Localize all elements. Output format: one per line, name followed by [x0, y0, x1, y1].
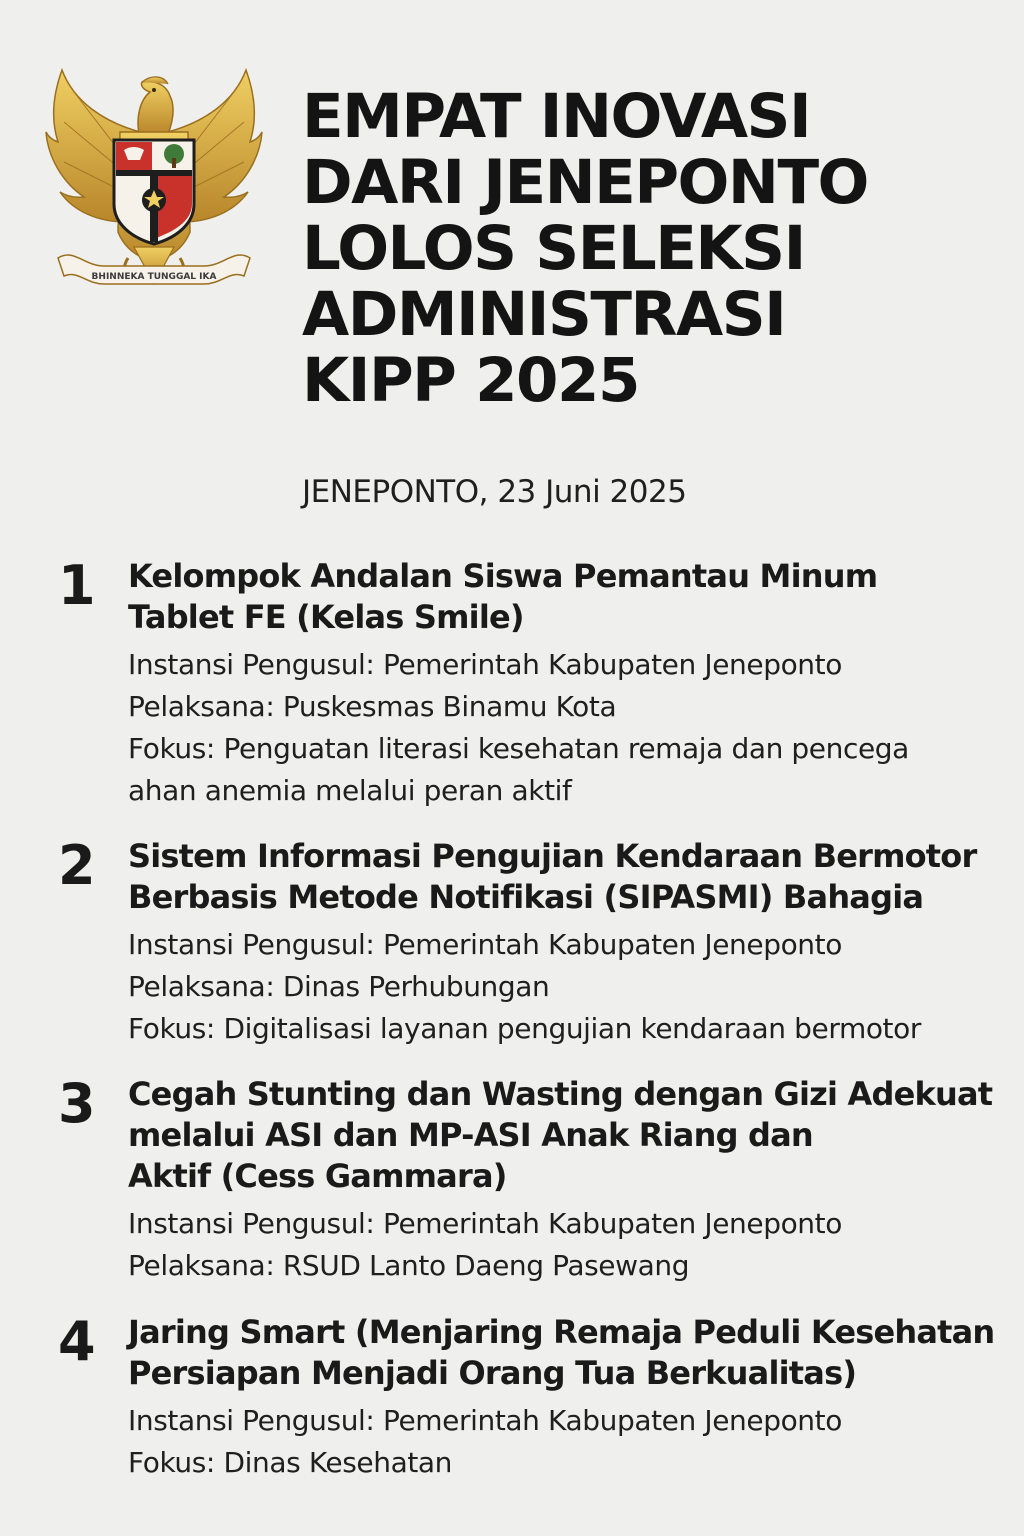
field-label: Fokus: — [128, 1012, 215, 1045]
item-title: Jaring Smart (Menjaring Remaja Peduli Kesehatan Persiapan Menjadi Orang Tua Berkualitas) — [128, 1313, 995, 1392]
item-body — [128, 556, 1008, 812]
field-label: Instansi Pengusul: — [128, 1404, 375, 1437]
field-value: Pemerintah Kabupaten Jeneponto — [382, 1207, 842, 1240]
field-value: Pemerintah Kabupaten Jeneponto — [382, 1404, 842, 1437]
field-label: Fokus: — [128, 1446, 215, 1479]
item-field — [128, 1245, 1008, 1287]
item-field — [128, 1008, 1008, 1050]
item-field — [128, 686, 1008, 728]
field-label: Fokus: — [128, 732, 215, 765]
item-title: Sistem Informasi Pengujian Kendaraan Bermotor Berbasis Metode Notifikasi (SIPASMI) Bahagia — [128, 837, 977, 916]
field-value: RSUD Lanto Daeng Pasewang — [282, 1249, 690, 1282]
garuda-emblem-svg — [44, 62, 264, 294]
item-body — [128, 1074, 1008, 1287]
item-number: 3 — [58, 1072, 96, 1135]
dateline: JENEPONTO, 23 Juni 2025 — [302, 474, 687, 510]
field-label: Instansi Pengusul: — [128, 1207, 375, 1240]
item-body — [128, 1312, 1008, 1484]
item-number: 1 — [58, 554, 96, 617]
field-value: Penguatan literasi kesehatan remaja dan pencega ahan anemia melalui peran aktif — [128, 732, 909, 807]
item-field — [128, 1442, 1008, 1484]
field-value: Dinas Kesehatan — [223, 1446, 453, 1479]
item-field — [128, 644, 1008, 686]
item-field — [128, 924, 1008, 966]
item-body — [128, 836, 1008, 1050]
page-title: EMPAT INOVASI DARI JENEPONTO LOLOS SELEKSI ADMINISTRASI KIPP 2025 — [302, 81, 868, 416]
shield — [114, 140, 194, 244]
field-value: Digitalisasi layanan pengujian kendaraan bermotor — [223, 1012, 921, 1045]
garuda-pancasila-emblem-icon — [44, 62, 264, 294]
field-value: Pemerintah Kabupaten Jeneponto — [382, 928, 842, 961]
item-title: Cegah Stunting dan Wasting dengan Gizi Adekuat melalui ASI dan MP-ASI Anak Riang dan Aktif (Cess Gammara) — [128, 1075, 993, 1195]
item-number: 4 — [58, 1310, 96, 1373]
motto-text: BHINNEKA TUNGGAL IKA — [91, 272, 217, 282]
field-label: Pelaksana: — [128, 970, 275, 1003]
field-value: Pemerintah Kabupaten Jeneponto — [382, 648, 842, 681]
field-label: Instansi Pengusul: — [128, 928, 375, 961]
field-value: Dinas Perhubungan — [282, 970, 550, 1003]
field-label: Pelaksana: — [128, 690, 275, 723]
item-number: 2 — [58, 834, 96, 897]
item-field — [128, 966, 1008, 1008]
field-label: Pelaksana: — [128, 1249, 275, 1282]
item-title: Kelompok Andalan Siswa Pemantau Minum Tablet FE (Kelas Smile) — [128, 557, 878, 636]
item-field — [128, 1400, 1008, 1442]
field-label: Instansi Pengusul: — [128, 648, 375, 681]
item-field — [128, 1203, 1008, 1245]
item-field — [128, 728, 1008, 812]
field-value: Puskesmas Binamu Kota — [282, 690, 617, 723]
